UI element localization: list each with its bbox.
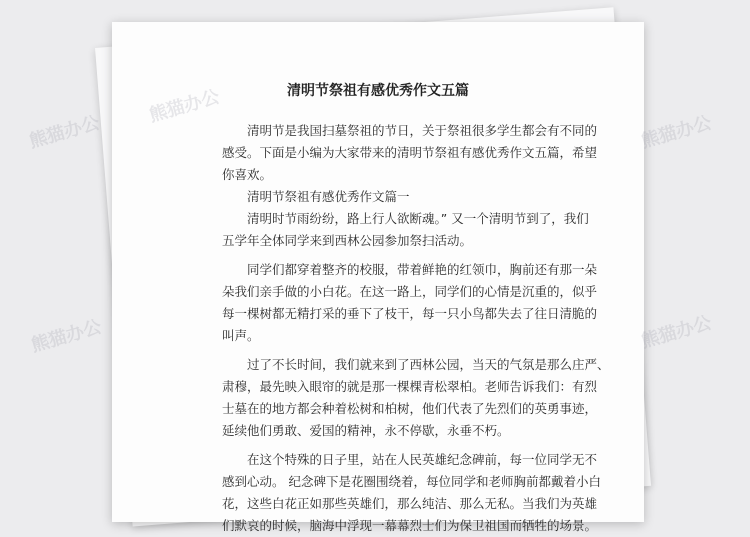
body-line: 同学们都穿着整齐的校服，带着鲜艳的红领巾，胸前还有那一朵	[247, 262, 598, 277]
body-line: 每一棵树都无精打采的垂下了枝干，每一只小鸟都失去了往日清脆的	[222, 306, 598, 321]
body-line: 清明时节雨纷纷，路上行人欲断魂。” 又一个清明节到了，我们	[247, 211, 589, 226]
watermark: 熊猫办公	[146, 86, 222, 127]
body-line: 过了不长时间，我们就来到了西林公园，当天的气氛是那么庄严、	[247, 357, 610, 372]
watermark: 熊猫办公	[26, 112, 102, 153]
watermark: 熊猫办公	[28, 316, 104, 357]
watermark: 熊猫办公	[638, 112, 714, 153]
body-line: 朵我们亲手做的小白花。在这一路上，同学们的心情是沉重的，似乎	[222, 284, 598, 299]
body-line: 延续他们勇敢、爱国的精神，永不停歇，永垂不朽。	[222, 423, 510, 438]
body-line: 五学年全体同学来到西林公园参加祭扫活动。	[222, 233, 473, 248]
body-line: 感受。下面是小编为大家带来的清明节祭祖有感优秀作文五篇，希望	[222, 145, 598, 160]
document-body	[222, 120, 610, 537]
body-line: 感到心动。 纪念碑下是花圈围绕着，每位同学和老师胸前都戴着小白	[222, 474, 601, 489]
body-line: 肃穆，最先映入眼帘的就是那一棵棵青松翠柏。老师告诉我们：有烈	[222, 379, 598, 394]
watermark: 熊猫办公	[638, 312, 714, 353]
body-line: 们默哀的时候，脑海中浮现一幕幕烈士们为保卫祖国而牺牲的场景。	[222, 518, 598, 533]
body-line: 叫声。	[222, 328, 260, 343]
body-line: 在这个特殊的日子里，站在人民英雄纪念碑前，每一位同学无不	[247, 452, 598, 467]
body-line: 花，这些白花正如那些英雄们，那么纯洁、那么无私。当我们为英雄	[222, 496, 598, 511]
body-line: 你喜欢。	[222, 167, 273, 182]
body-line: 士墓在的地方都会种着松树和柏树，他们代表了先烈们的英勇事迹，	[222, 401, 598, 416]
document-title: 清明节祭祖有感优秀作文五篇	[287, 83, 469, 99]
body-line: 清明节是我国扫墓祭祖的节日，关于祭祖很多学生都会有不同的	[247, 123, 598, 138]
section-heading: 清明节祭祖有感优秀作文篇一	[247, 189, 410, 204]
